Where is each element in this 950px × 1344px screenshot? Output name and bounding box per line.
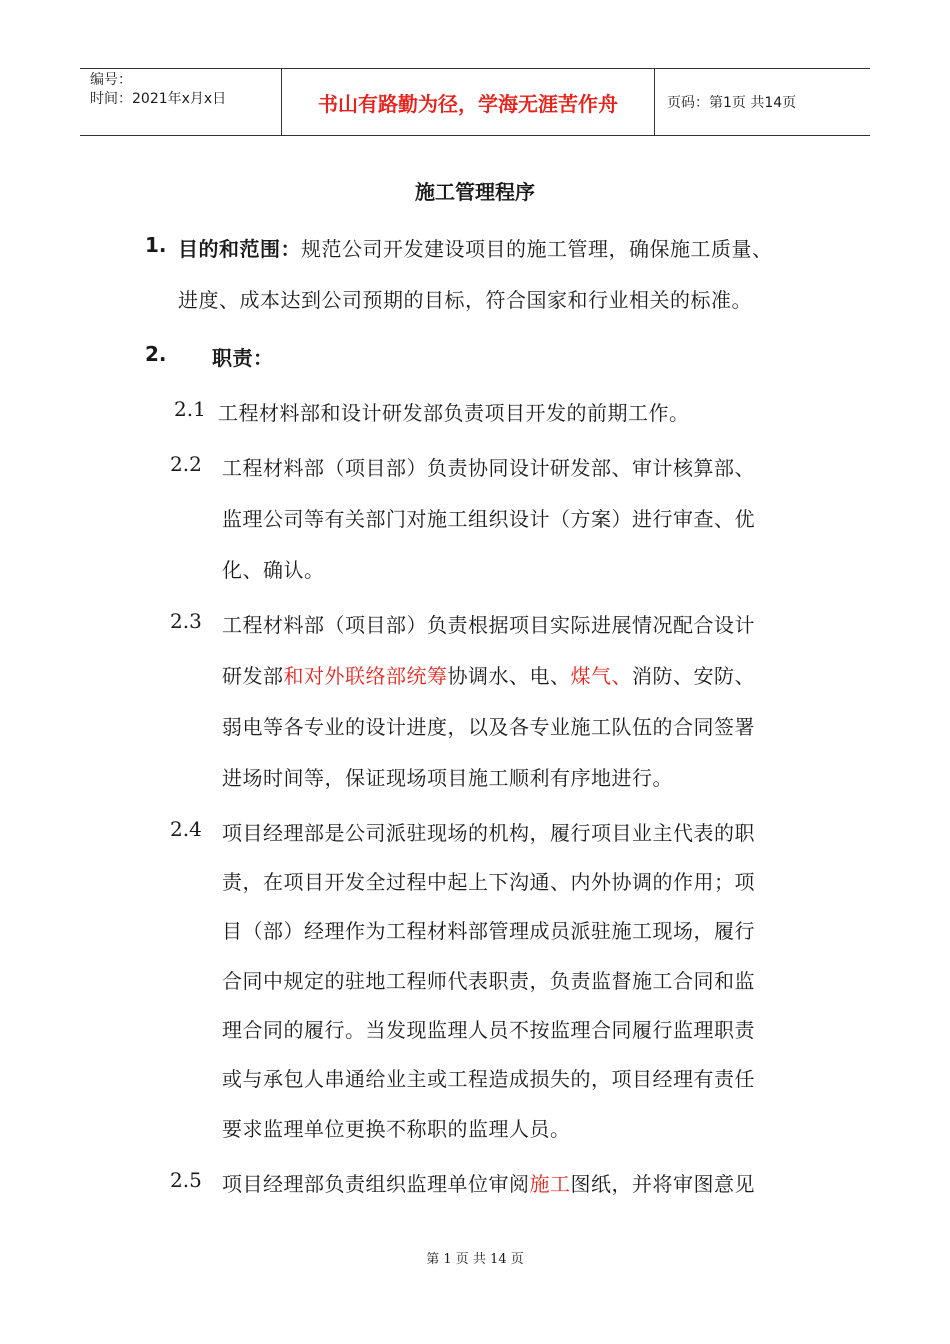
section-1-number: 1. (145, 233, 167, 257)
page-info: 页码：第1页 共14页 (667, 95, 797, 111)
item-2-3-line-4: 进场时间等，保证现场项目施工顺利有序地进行。 (222, 766, 673, 790)
section-1-line-2: 进度、成本达到公司预期的目标，符合国家和行业相关的标准。 (178, 288, 752, 312)
document-title: 施工管理程序 (415, 180, 535, 204)
item-2-3-line-2-c: 协调水、电、 (447, 664, 571, 688)
item-2-4-line-6: 或与承包人串通给业主或工程造成损失的，项目经理有责任 (222, 1067, 755, 1091)
item-2-1-line-1: 工程材料部和设计研发部负责项目开发的前期工作。 (218, 401, 690, 425)
item-2-3-line-2-a: 研发部 (222, 664, 284, 688)
item-2-5-line-1-b: 施工 (529, 1172, 571, 1196)
item-2-4-line-2: 责，在项目开发全过程中起上下沟通、内外协调的作用；项 (222, 870, 755, 894)
item-2-3-number: 2.3 (170, 609, 202, 633)
item-2-3-line-3: 弱电等各专业的设计进度，以及各专业施工队伍的合同签署 (222, 715, 755, 739)
item-2-4-line-3: 目（部）经理作为工程材料部管理成员派驻施工现场，履行 (222, 919, 755, 943)
item-2-3-line-2-d: 煤气、 (570, 664, 632, 688)
item-2-3-line-2 (222, 660, 755, 689)
item-2-5-line-1-c: 图纸，并将审图意见 (570, 1172, 755, 1196)
code-label: 编号： (90, 72, 132, 88)
item-2-5-number: 2.5 (170, 1168, 202, 1192)
item-2-2-line-1: 工程材料部（项目部）负责协同设计研发部、审计核算部、 (222, 456, 755, 480)
item-2-5-line-1-a: 项目经理部负责组织监理单位审阅 (222, 1172, 530, 1196)
section-1-text-1: 规范公司开发建设项目的施工管理，确保施工质量、 (301, 237, 773, 261)
section-1-line-1 (178, 233, 773, 262)
motto: 书山有路勤为径，学海无涯苦作舟 (282, 69, 655, 135)
item-2-2-number: 2.2 (170, 452, 202, 476)
item-2-3-line-1: 工程材料部（项目部）负责根据项目实际进展情况配合设计 (222, 613, 755, 637)
item-2-1-number: 2.1 (174, 397, 206, 421)
item-2-4-line-1: 项目经理部是公司派驻现场的机构，履行项目业主代表的职 (222, 821, 755, 845)
section-2-number: 2. (145, 342, 167, 366)
item-2-4-line-7: 要求监理单位更换不称职的监理人员。 (222, 1117, 571, 1141)
item-2-5-line-1 (222, 1168, 755, 1197)
item-2-3-line-2-b: 和对外联络部统筹 (283, 664, 448, 688)
item-2-2-line-2: 监理公司等有关部门对施工组织设计（方案）进行审查、优 (222, 507, 755, 531)
section-1-heading: 目的和范围： (178, 237, 301, 261)
section-2-heading: 职责： (212, 346, 274, 370)
item-2-2-line-3: 化、确认。 (222, 558, 325, 582)
item-2-4-line-5: 理合同的履行。当发现监理人员不按监理合同履行监理职责 (222, 1018, 755, 1042)
page-footer: 第 1 页 共 14 页 (426, 1252, 524, 1267)
page-header (80, 68, 870, 136)
time-label: 时间：2021年x月x日 (90, 91, 227, 107)
header-left-cell (80, 69, 282, 135)
item-2-4-number: 2.4 (170, 817, 202, 841)
item-2-4-line-4: 合同中规定的驻地工程师代表职责，负责监督施工合同和监 (222, 969, 755, 993)
item-2-3-line-2-e: 消防、安防、 (632, 664, 755, 688)
